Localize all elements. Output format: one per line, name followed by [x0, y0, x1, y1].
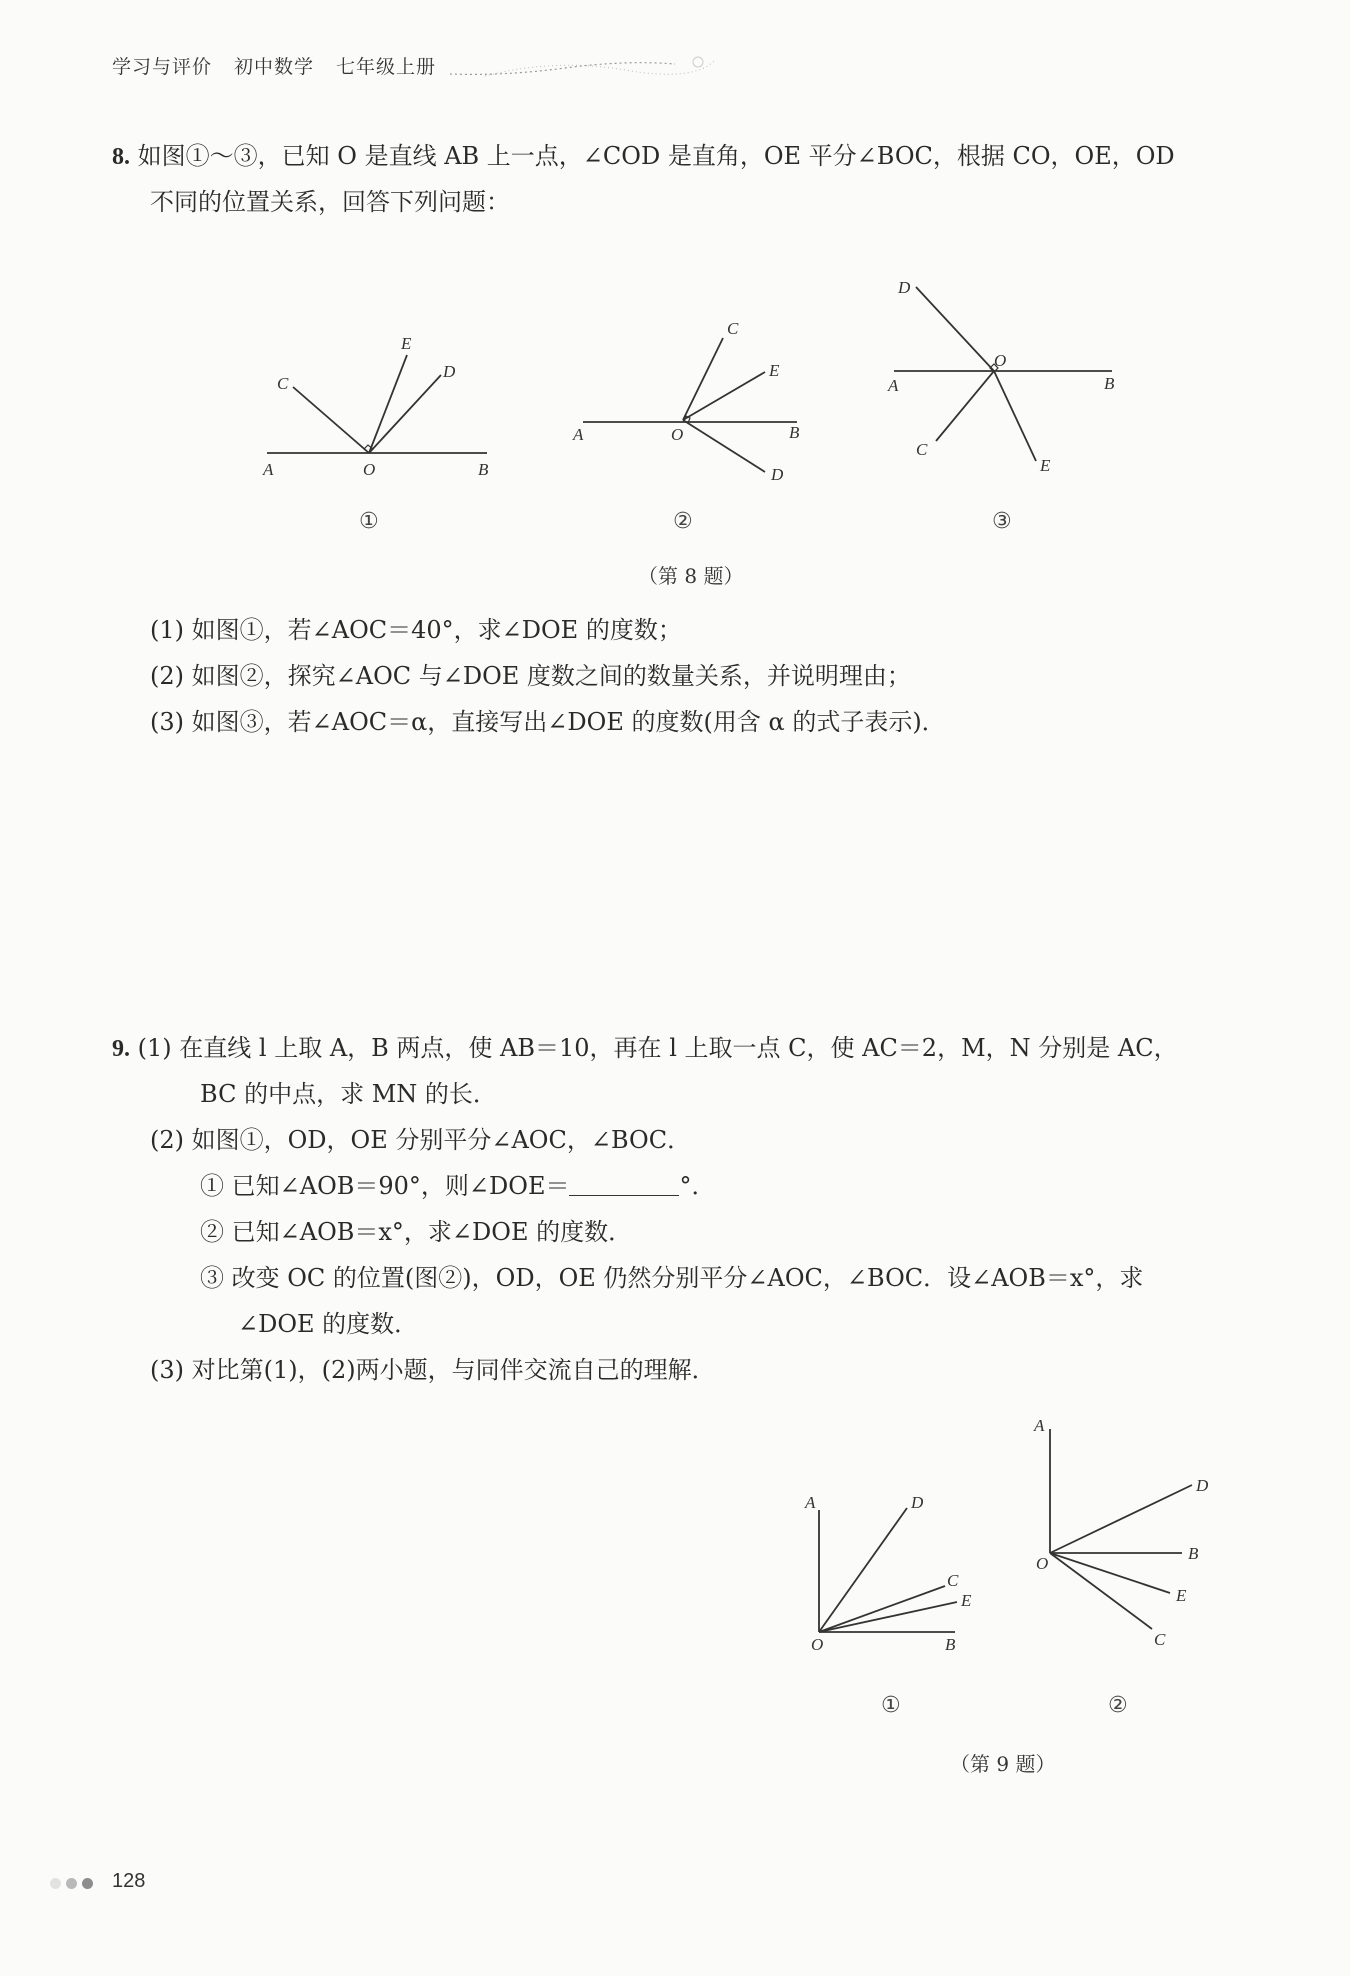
- q9f1-label-D: D: [911, 1493, 924, 1512]
- q8f3-label-E: E: [1040, 456, 1051, 475]
- q8-number: 8.: [112, 144, 130, 170]
- q8-part-3: (3) 如图③，若∠AOC＝α，直接写出∠DOE 的度数(用含 α 的式子表示)．: [150, 708, 946, 736]
- q9f1-marker: ①: [881, 1693, 901, 1718]
- q8f2-marker: ②: [673, 509, 693, 534]
- q8f2-label-B: B: [789, 423, 800, 442]
- q9f2-marker: ②: [1108, 1693, 1128, 1718]
- q9-part2a-prefix: ① 已知∠AOB＝90°，则∠DOE＝: [200, 1172, 570, 1200]
- q9-line2: BC 的中点，求 MN 的长．: [200, 1080, 497, 1108]
- q9-part2a: [200, 1168, 715, 1204]
- q9-number: 9.: [112, 1036, 130, 1062]
- q8-stem-line2: 不同的位置关系，回答下列问题：: [150, 188, 510, 216]
- q8f1-label-A: A: [263, 460, 274, 479]
- q9-part2b: ② 已知∠AOB＝x°，求∠DOE 的度数．: [200, 1218, 633, 1246]
- q9f2-label-B: B: [1188, 1544, 1199, 1563]
- q8-stem-text1: 如图①～③，已知 O 是直线 AB 上一点，∠COD 是直角，OE 平分∠BOC，根据 CO，OE，OD: [137, 142, 1175, 170]
- q8f2-label-C: C: [727, 319, 739, 338]
- q8-figure-1: [255, 325, 515, 535]
- q8f2-label-O: O: [671, 425, 684, 444]
- q8f2-label-E: E: [769, 361, 780, 380]
- q8-part-2: (2) 如图②，探究∠AOC 与∠DOE 度数之间的数量关系，并说明理由；: [150, 662, 911, 690]
- answer-blank[interactable]: [569, 1173, 679, 1196]
- q9f1-label-B: B: [945, 1635, 956, 1654]
- q8f3-label-D: D: [898, 278, 911, 297]
- q8f1-label-D: D: [443, 362, 456, 381]
- q9-text1: (1) 在直线 l 上取 A，B 两点，使 AB＝10，再在 l 上取一点 C，使 AC＝2，M，N 分别是 AC，: [137, 1034, 1178, 1062]
- q8f1-label-C: C: [277, 374, 289, 393]
- q8f3-marker: ③: [992, 509, 1012, 534]
- q9-part2: (2) 如图①，OD，OE 分别平分∠AOC，∠BOC．: [150, 1126, 692, 1154]
- q8f1-marker: ①: [359, 509, 379, 534]
- q8f3-label-O: O: [994, 351, 1007, 370]
- q9f2-label-A: A: [1034, 1416, 1045, 1435]
- q9f1-label-O: O: [811, 1635, 824, 1654]
- header-book: 学习与评价: [112, 56, 213, 78]
- page-number: 128: [112, 1870, 146, 1892]
- q8f3-label-C: C: [916, 440, 928, 459]
- q9-part2c-line2: ∠DOE 的度数．: [238, 1310, 419, 1338]
- q8-figure-caption: （第 8 题）: [638, 564, 744, 588]
- q9-figure-2: [1020, 1415, 1220, 1725]
- q9f1-label-C: C: [947, 1571, 959, 1590]
- q9-figure-caption: （第 9 题）: [950, 1752, 1056, 1776]
- footer-dot-3: [82, 1878, 93, 1889]
- q9f2-label-C: C: [1154, 1630, 1166, 1649]
- header-grade: 七年级上册: [336, 56, 437, 78]
- q9f1-label-E: E: [961, 1591, 972, 1610]
- q8f1-label-B: B: [478, 460, 489, 479]
- q8-figure-3: [880, 275, 1120, 535]
- q9f2-label-O: O: [1036, 1554, 1049, 1573]
- q9-figure-1: [795, 1480, 995, 1725]
- q9-part2c-line1: ③ 改变 OC 的位置(图②)，OD，OE 仍然分别平分∠AOC，∠BOC．设∠AOB＝x°，求: [200, 1264, 1144, 1292]
- q9-line1: [112, 1030, 1178, 1067]
- header-subject: 初中数学: [234, 56, 315, 78]
- q8f2-label-D: D: [771, 465, 784, 484]
- q8f3-label-A: A: [888, 376, 899, 395]
- q8f1-label-O: O: [363, 460, 376, 479]
- footer-dot-2: [66, 1878, 77, 1889]
- q8f3-label-B: B: [1104, 374, 1115, 393]
- q8-stem-line1: [112, 138, 1175, 175]
- footer-dot-1: [50, 1878, 61, 1889]
- q8f1-label-E: E: [401, 334, 412, 353]
- q9f2-label-D: D: [1196, 1476, 1209, 1495]
- q9f2-label-E: E: [1176, 1586, 1187, 1605]
- q9-part2a-suffix: °．: [679, 1172, 716, 1200]
- running-header: [112, 52, 458, 79]
- q9f1-label-A: A: [805, 1493, 816, 1512]
- q8-part-1: (1) 如图①，若∠AOC＝40°，求∠DOE 的度数；: [150, 616, 682, 644]
- q8f2-label-A: A: [573, 425, 584, 444]
- q8-figure-2: [565, 310, 825, 535]
- q9-part3: (3) 对比第(1)，(2)两小题，与同伴交流自己的理解．: [150, 1356, 716, 1384]
- header-decoration: [445, 52, 725, 82]
